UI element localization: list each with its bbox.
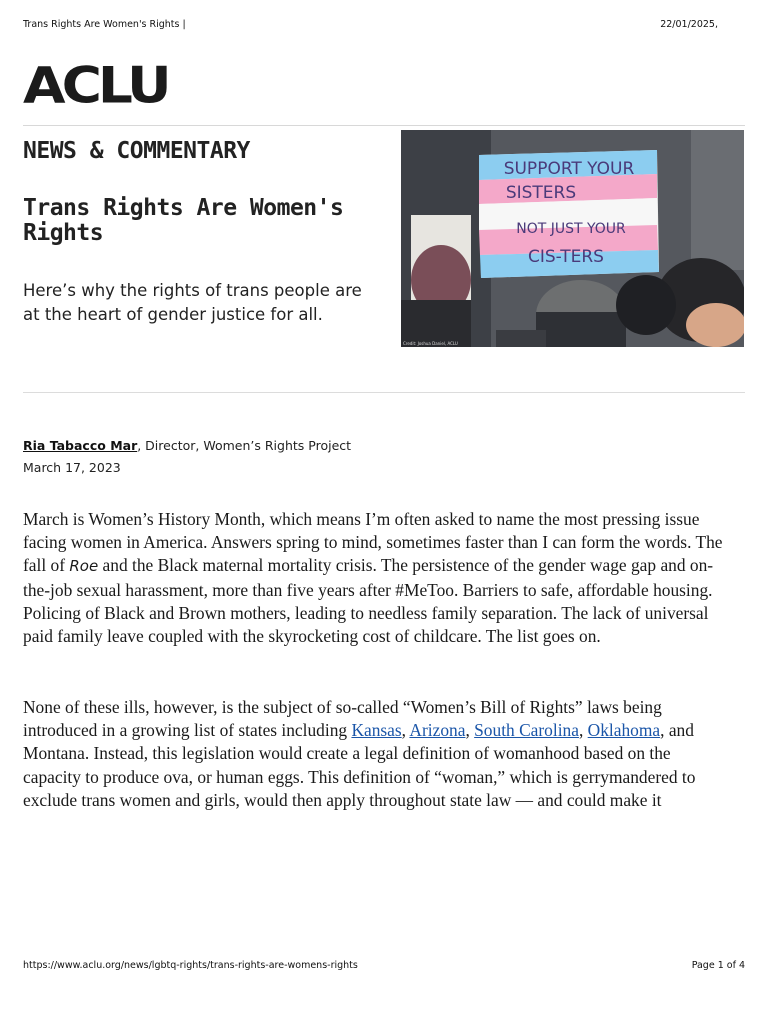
sign-text-2: SISTERS xyxy=(505,183,577,203)
separator: , xyxy=(401,720,410,741)
divider xyxy=(23,392,745,393)
sign-text-4: CIS-TERS xyxy=(528,247,604,267)
pdf-header-title: Trans Rights Are Women's Rights | xyxy=(23,19,186,30)
paragraph-1 xyxy=(23,508,723,648)
link-oklahoma[interactable]: Oklahoma xyxy=(587,720,661,741)
divider xyxy=(23,125,745,126)
byline xyxy=(23,438,351,453)
link-arizona[interactable]: Arizona xyxy=(409,720,466,741)
paragraph-1-part-b: and the Black maternal mortality crisis. The persistence of the gender wage gap and on-the-job sexual harassment, more than five years after #MeToo. Barriers to safe, affordable housing. Policing of Black and Brown mothers, leading to needless family separation. The lack of universal paid family leave coupled with the skyrocketing cost of childcare. The list goes on. xyxy=(23,555,714,647)
section-label[interactable]: NEWS & COMMENTARY xyxy=(23,138,250,164)
page-number: Page 1 of 4 xyxy=(691,960,745,971)
pdf-header-timestamp: 22/01/2025, xyxy=(660,19,718,30)
page-title: Trans Rights Are Women's Rights xyxy=(23,195,344,246)
paragraph-2 xyxy=(23,696,723,812)
separator: , xyxy=(465,720,475,741)
paragraph-2-part-b: , and Montana. Instead, this legislation would create a legal definition of womanhood based on the capacity to produce ova, or human eggs. This definition of “woman,” which is gerrymandered to exclude trans women and girls, would then apply throughout state law — and could make it xyxy=(23,720,696,810)
pdf-footer xyxy=(23,960,745,971)
sign-text-1: SUPPORT YOUR xyxy=(503,159,635,179)
paragraph-2-part-a: None of these ills, however, is the subject of so-called “Women’s Bill of Rights” laws being introduced in a growing list of states including xyxy=(23,697,662,741)
roe-emphasis: Roe xyxy=(69,557,99,576)
pdf-header xyxy=(23,19,745,33)
link-south-carolina[interactable]: South Carolina xyxy=(474,720,579,741)
publish-date: March 17, 2023 xyxy=(23,460,121,475)
hero-image xyxy=(401,130,744,347)
author-link[interactable]: Ria Tabacco Mar xyxy=(23,438,138,453)
separator: , xyxy=(578,720,588,741)
article-subtitle: Here’s why the rights of trans people are at the heart of gender justice for all. xyxy=(23,281,362,324)
footer-url: https://www.aclu.org/news/lgbtq-rights/trans-rights-are-womens-rights xyxy=(23,960,358,971)
sign-text-3: NOT JUST YOUR xyxy=(516,221,626,237)
aclu-logo[interactable]: ACLU xyxy=(23,56,168,114)
image-credit: Credit: Joshua Daniel, ACLU xyxy=(403,341,458,346)
link-kansas[interactable]: Kansas xyxy=(351,720,402,741)
author-role: , Director, Women’s Rights Project xyxy=(137,438,352,453)
paragraph-1-part-a: March is Women’s History Month, which means I’m often asked to name the most pressing issue facing women in America. Answers spring to mind, sometimes faster than I can form the words. The fall of xyxy=(23,509,723,576)
protest-sign-photo xyxy=(401,130,744,347)
